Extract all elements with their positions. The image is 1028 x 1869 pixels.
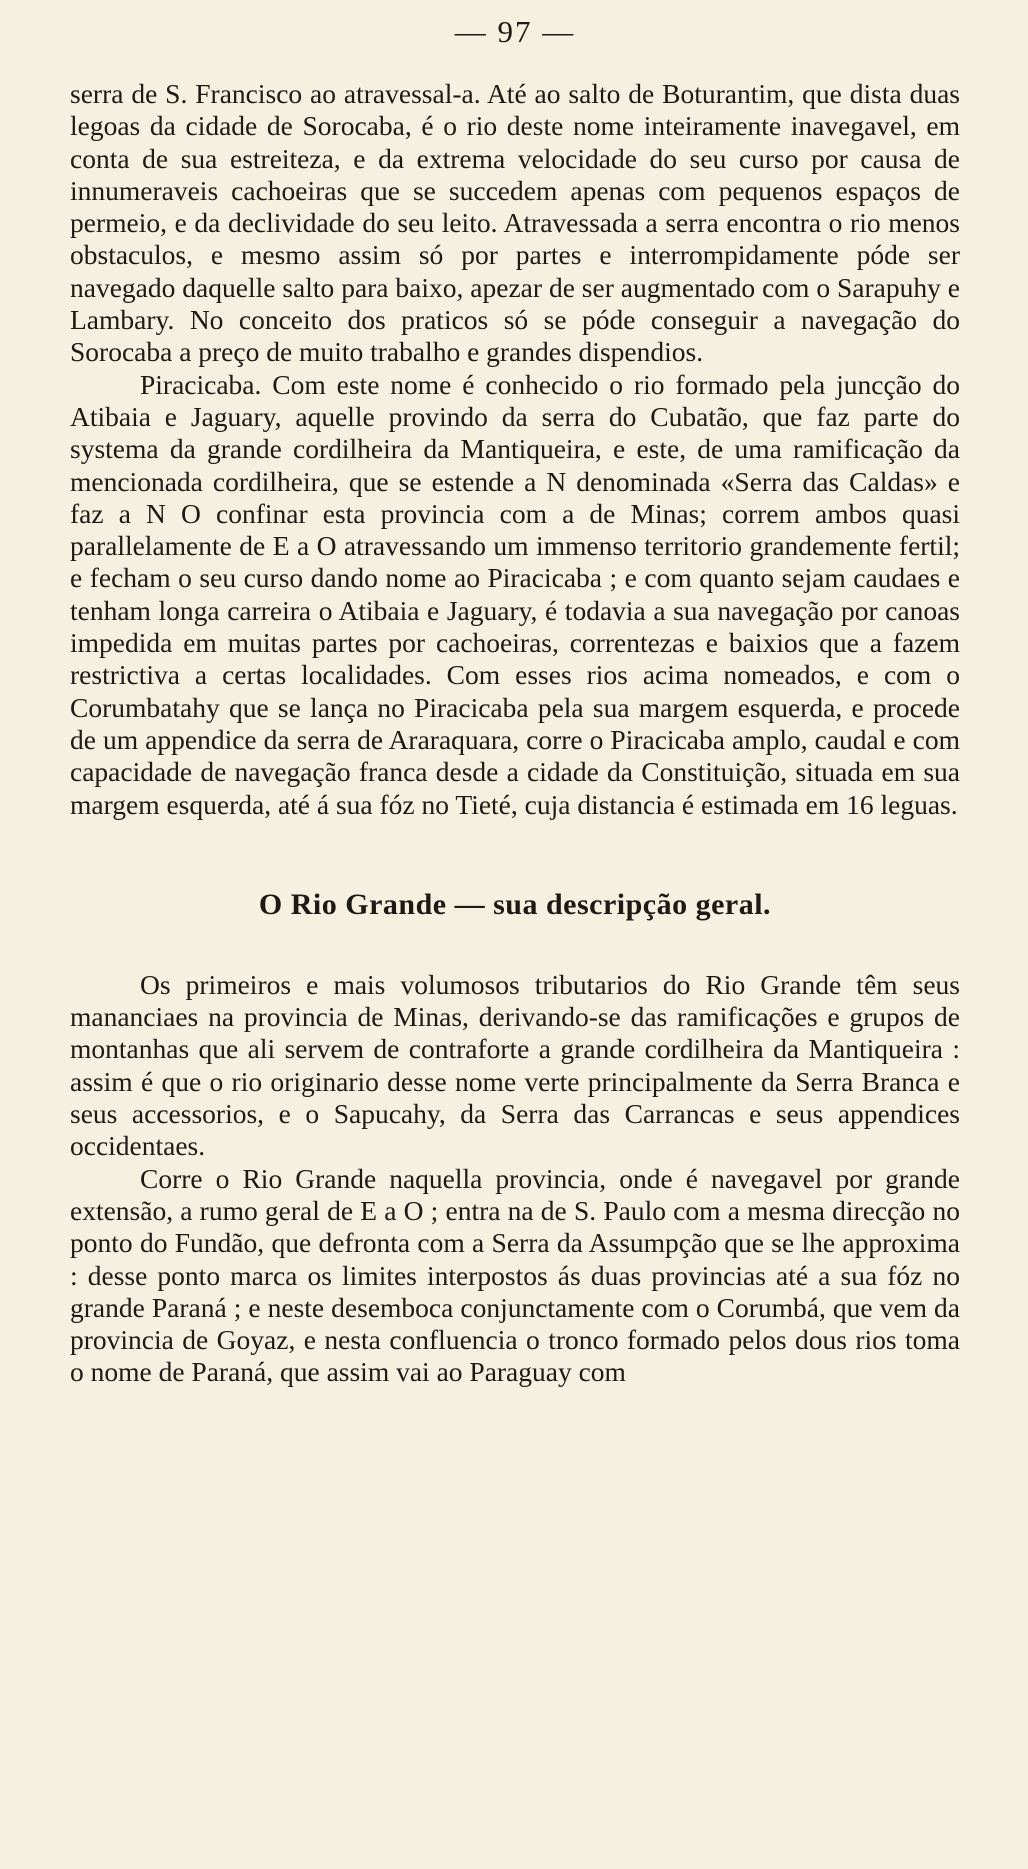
paragraph-tributarios: Os primeiros e mais volumosos tributarios do Rio Grande têm seus mananciaes na provincia de Minas, derivando-se das ramificações e grupos de montanhas que ali servem de contraforte a grande cordilheira da Mantiqueira : assim é que o rio originario desse nome verte principalmente da Serra Branca e seus accessorios, e o Sapucahy, da Serra das Carrancas e seus appendices occidentaes. — [70, 968, 960, 1162]
paragraph-sorocaba: serra de S. Francisco ao atravessal-a. Até ao salto de Boturantim, que dista duas legoas da cidade de Sorocaba, é o rio deste nome inteiramente inavegavel, em conta de sua estreiteza, e da extrema velocidade do seu curso por causa de innumeraveis cachoeiras que se succedem apenas com pequenos espaços de permeio, e da declividade do seu leito. Atravessada a serra encontra o rio menos obstaculos, e mesmo assim só por partes e interrompidamente póde ser navegado daquelle salto para baixo, apezar de ser augmentado com o Sarapuhy e Lambary. No conceito dos praticos só se póde conseguir a navegação do Sorocaba a preço de muito trabalho e grandes dispendios. — [70, 78, 960, 368]
paragraph-piracicaba: Piracicaba. Com este nome é conhecido o rio formado pela juncção do Atibaia e Jaguary, aquelle provindo da serra do Cubatão, que faz parte do systema da grande cordilheira da Mantiqueira, e este, de uma ramificação da mencionada cordilheira, que se estende a N denominada «Serra das Caldas» e faz a N O confinar esta provincia com a de Minas; correm ambos quasi parallelamente de E a O atravessando um immenso territorio grandemente fertil; e fecham o seu curso dando nome ao Piracicaba ; e com quanto sejam caudaes e tenham longa carreira o Atibaia e Jaguary, é todavia a sua navegação por canoas impedida em muitas partes por cachoeiras, correntezas e baixios que a fazem restrictiva a certas localidades. Com esses rios acima nomeados, e com o Corumbatahy que se lança no Piracicaba pela sua margem esquerda, e procede de um appendice da serra de Araraquara, corre o Piracicaba amplo, caudal e com capacidade de navegação franca desde a cidade da Constituição, situada em sua margem esquerda, até á sua fóz no Tieté, cuja distancia é estimada em 16 leguas. — [70, 368, 960, 820]
section-two — [70, 969, 960, 1389]
section-one — [70, 78, 960, 821]
section-heading-rio-grande: O Rio Grande — sua descripção geral. — [258, 887, 772, 921]
paragraph-curso-rio-grande: Corre o Rio Grande naquella provincia, onde é navegavel por grande extensão, a rumo geral de E a O ; entra na de S. Paulo com a mesma direcção no ponto do Fundão, que defronta com a Serra da Assumpção que se lhe approxima : desse ponto marca os limites interpostos ás duas provincias até a sua fóz no grande Paraná ; e neste desemboca conjunctamente com o Corumbá, que vem da provincia de Goyaz, e nesta confluencia o tronco formado pelos dous rios toma o nome de Paraná, que assim vai ao Paraguay com — [70, 1162, 960, 1388]
page-number: — 97 — — [454, 14, 576, 49]
